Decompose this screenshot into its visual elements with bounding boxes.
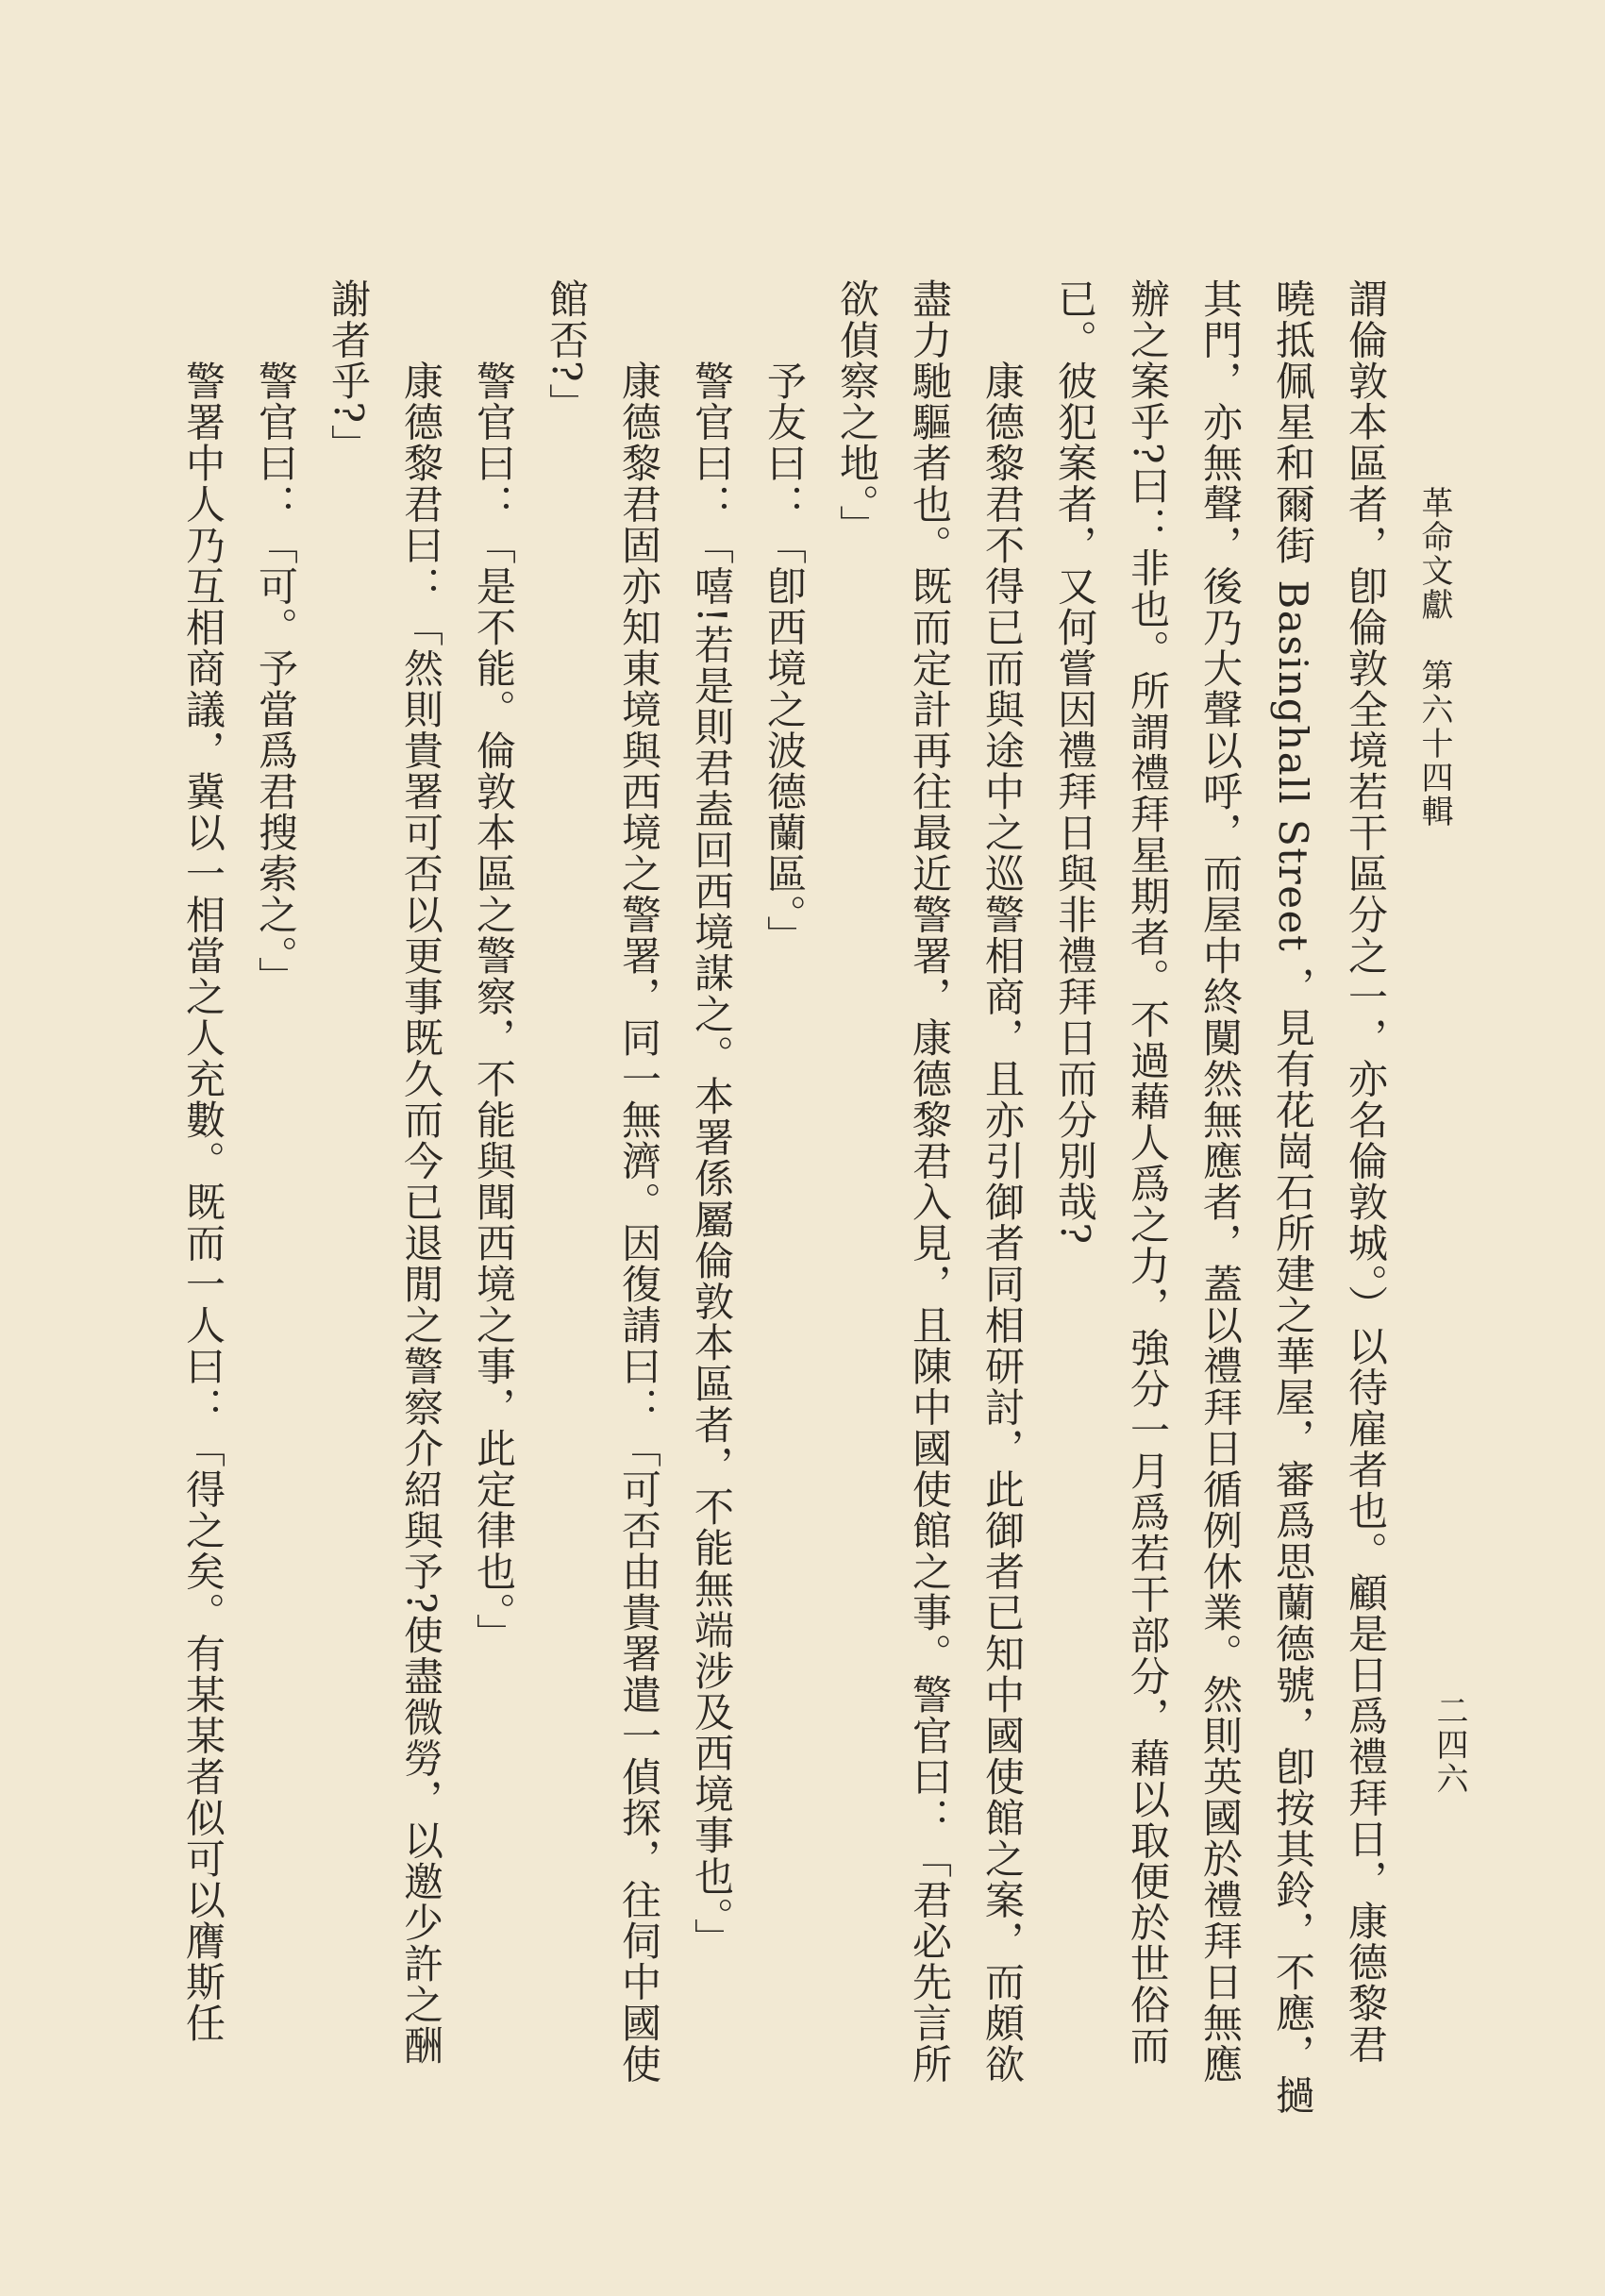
page-number: 二四六	[1430, 1694, 1468, 1796]
text-column: 欲偵察之地。」	[834, 278, 880, 546]
running-header	[1415, 486, 1453, 829]
text-column: 康德黎君曰：「然則貴署可否以更事既久而今已退閒之警察介紹與予?使盡微勞，以邀少許之酬	[398, 360, 444, 2067]
text-column: 予友曰：「卽西境之波德蘭區。」	[761, 360, 808, 957]
body-text	[167, 278, 1402, 2117]
text-column: 館否?」	[543, 278, 590, 425]
text-column: 謂倫敦本區者，卽倫敦全境若干區分之一，亦名倫敦城。）以待雇者也。顧是日爲禮拜日，康德黎君	[1343, 278, 1389, 2065]
text-column: 警官曰：「嘻!若是則君盍回西境謀之。本署係屬倫敦本區者，不能無端涉及西境事也。」	[689, 360, 735, 1959]
book-title: 革命文獻	[1415, 486, 1453, 622]
text-column: 已。彼犯案者，又何嘗因禮拜日與非禮拜日而分別哉?	[1052, 278, 1098, 1246]
text-column: 謝者乎?」	[326, 278, 372, 466]
text-column: 盡力馳驅者也。既而定計再往最近警署，康德黎君入見，且陳中國使館之事。警官曰：「君必先言所	[907, 278, 953, 2085]
text-column: 曉抵佩星和爾街 Basinghall Street ，見有花崗石所建之華屋，審爲思蘭德號，卽按其鈴，不應，撾	[1270, 278, 1316, 2117]
text-column: 其門，亦無聲，後乃大聲以呼，而屋中終闃然無應者，蓋以禮拜日循例休業。然則英國於禮拜日無應	[1197, 278, 1244, 2085]
text-column: 辦之案乎?曰：非也。所謂禮拜星期者。不過藉人爲之力，強分一月爲若干部分，藉以取便於世俗而	[1125, 278, 1171, 2067]
text-column: 康德黎君不得已而與途中之巡警相商，且亦引御者同相研討，此御者已知中國使館之案，而頗欲	[979, 360, 1026, 2085]
volume-number: 第六十四輯	[1415, 658, 1453, 829]
text-column: 警官曰：「是不能。倫敦本區之警察，不能與聞西境之事，此定律也。」	[471, 360, 517, 1654]
text-column: 警官曰：「可。予當爲君搜索之。」	[253, 360, 299, 997]
text-column: 警署中人乃互相商議，冀以一相當之人充數。既而一人曰：「得之矣。有某某者似可以膺斯任	[180, 360, 226, 2044]
text-column: 康德黎君固亦知東境與西境之警署，同一無濟。因復請曰：「可否由貴署遣一偵探，往伺中國使	[616, 360, 662, 2085]
